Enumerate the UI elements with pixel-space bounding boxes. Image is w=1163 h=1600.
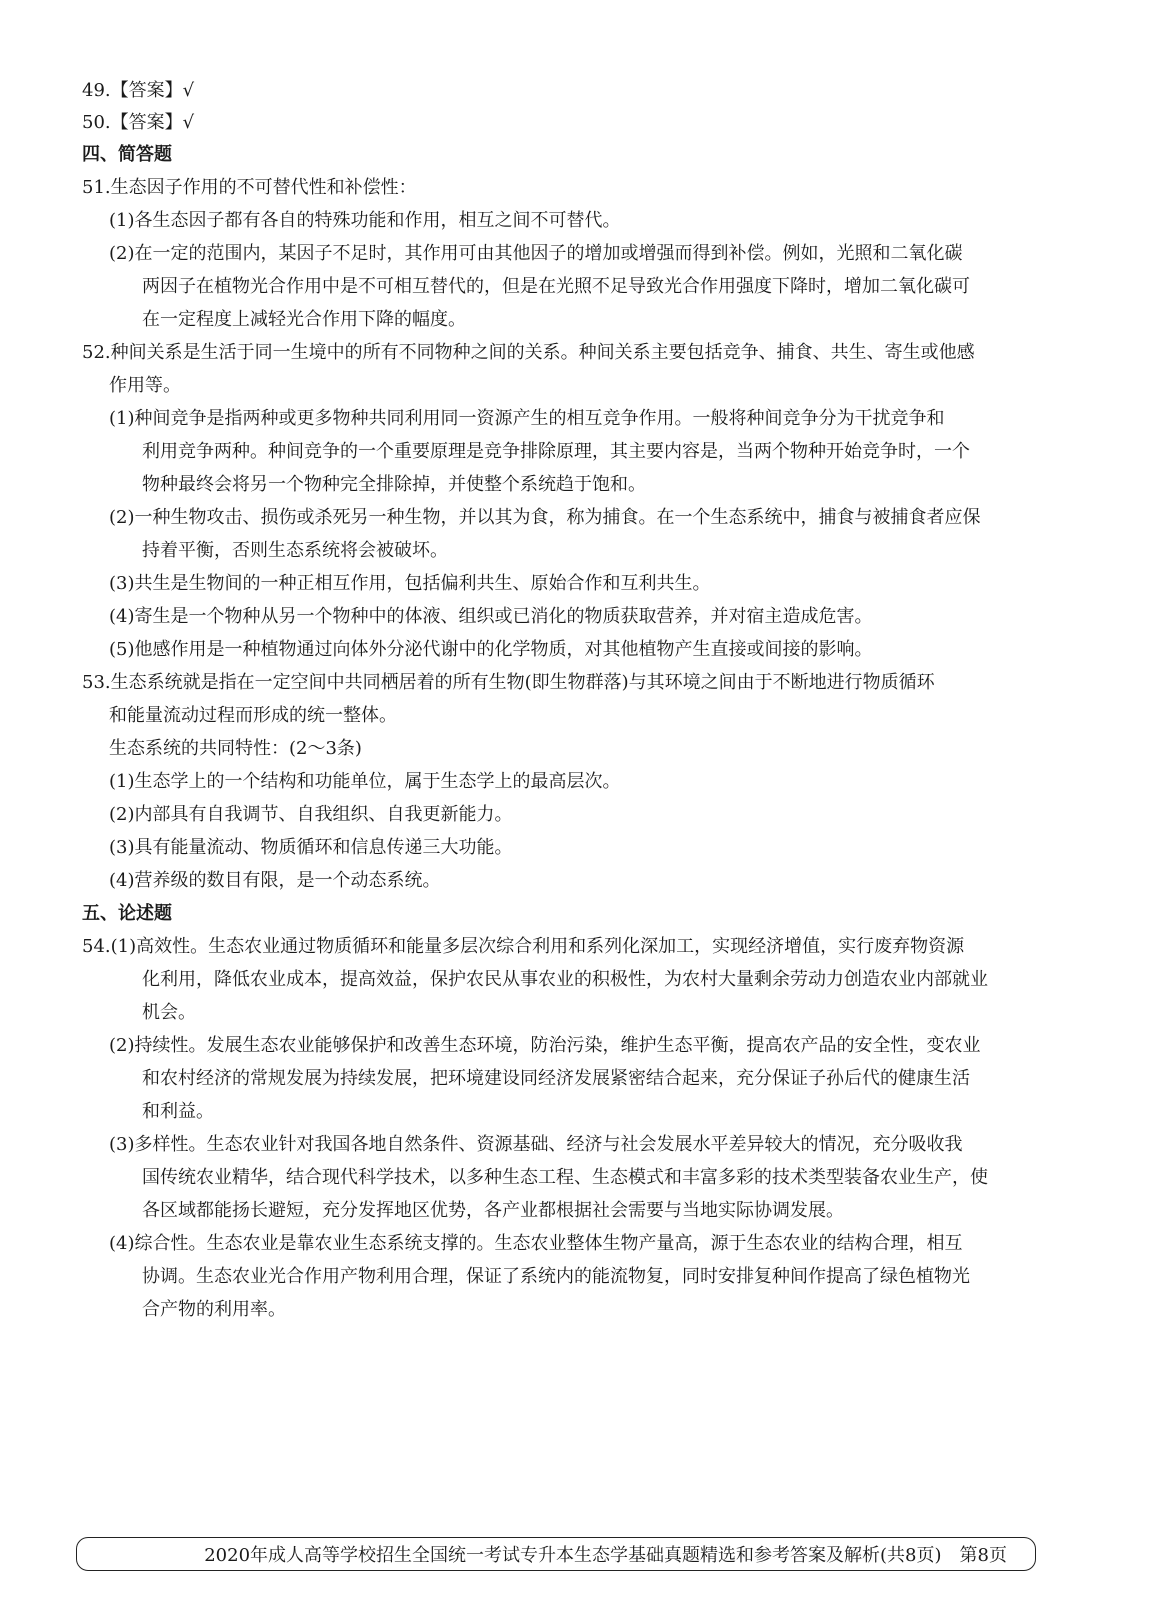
q53-point-2: (2)内部具有自我调节、自我组织、自我更新能力。	[109, 804, 513, 825]
q54-point-3-cont: 各区域都能扬长避短，充分发挥地区优势，各产业都根据社会需要与当地实际协调发展。	[142, 1200, 844, 1221]
q51-point-2-cont: 两因子在植物光合作用中是不可相互替代的，但是在光照不足导致光合作用强度下降时，增加二氧化碳可	[142, 276, 970, 297]
q54-point-4: (4)综合性。生态农业是靠农业生态系统支撑的。生态农业整体生物产量高，源于生态农业的结构合理，相互	[109, 1233, 963, 1254]
q52-point-2-cont: 持着平衡，否则生态系统将会被破坏。	[142, 540, 448, 561]
q52-point-1: (1)种间竞争是指两种或更多物种共同利用同一资源产生的相互竞争作用。一般将种间竞争分为干扰竞争和	[109, 408, 945, 429]
q54-point-2-cont: 和利益。	[142, 1101, 214, 1122]
q54-point-4-cont: 合产物的利用率。	[142, 1299, 286, 1320]
q53-point-3: (3)具有能量流动、物质循环和信息传递三大功能。	[109, 837, 513, 858]
q52-point-4: (4)寄生是一个物种从另一个物种中的体液、组织或已消化的物质获取营养，并对宿主造成危害。	[109, 606, 873, 627]
q54-point-1: 54.(1)高效性。生态农业通过物质循环和能量多层次综合利用和系列化深加工，实现经济增值，实行废弃物资源	[82, 936, 965, 957]
q52-point-2: (2)一种生物攻击、损伤或杀死另一种生物，并以其为食，称为捕食。在一个生态系统中，捕食与被捕食者应保	[109, 507, 981, 528]
question-53-heading: 53.生态系统就是指在一定空间中共同栖居着的所有生物(即生物群落)与其环境之间由于不断地进行物质循环	[82, 672, 935, 693]
q51-point-1: (1)各生态因子都有各自的特殊功能和作用，相互之间不可替代。	[109, 210, 621, 231]
q51-point-2-cont: 在一定程度上减轻光合作用下降的幅度。	[142, 309, 466, 330]
q52-heading-cont: 作用等。	[109, 375, 181, 396]
q54-point-3-cont: 国传统农业精华，结合现代科学技术，以多种生态工程、生态模式和丰富多彩的技术类型装备农业生产，使	[142, 1167, 988, 1188]
q54-point-1-cont: 机会。	[142, 1002, 196, 1023]
q53-point-4: (4)营养级的数目有限，是一个动态系统。	[109, 870, 441, 891]
q54-point-2: (2)持续性。发展生态农业能够保护和改善生态环境，防治污染，维护生态平衡，提高农产品的安全性，变农业	[109, 1035, 981, 1056]
q52-point-5: (5)他感作用是一种植物通过向体外分泌代谢中的化学物质，对其他植物产生直接或间接的影响。	[109, 639, 873, 660]
q53-subheading: 生态系统的共同特性：(2～3条)	[109, 738, 362, 759]
q54-point-4-cont: 协调。生态农业光合作用产物利用合理，保证了系统内的能流物复，同时安排复种间作提高了绿色植物光	[142, 1266, 970, 1287]
q51-point-2: (2)在一定的范围内，某因子不足时，其作用可由其他因子的增加或增强而得到补偿。例如，光照和二氧化碳	[109, 243, 963, 264]
q54-point-3: (3)多样性。生态农业针对我国各地自然条件、资源基础、经济与社会发展水平差异较大的情况，充分吸收我	[109, 1134, 963, 1155]
q52-point-1-cont: 物种最终会将另一个物种完全排除掉，并使整个系统趋于饱和。	[142, 474, 646, 495]
q52-point-1-cont: 利用竞争两种。种间竞争的一个重要原理是竞争排除原理，其主要内容是，当两个物种开始竞争时，一个	[142, 441, 970, 462]
q54-point-2-cont: 和农村经济的常规发展为持续发展，把环境建设同经济发展紧密结合起来，充分保证子孙后代的健康生活	[142, 1068, 970, 1089]
section-heading-short-answer: 四、简答题	[82, 144, 172, 165]
question-52-heading: 52.种间关系是生活于同一生境中的所有不同物种之间的关系。种间关系主要包括竞争、捕食、共生、寄生或他感	[82, 342, 975, 363]
page-footer	[76, 1537, 1036, 1571]
answer-49: 49.【答案】√	[82, 80, 195, 101]
q52-point-3: (3)共生是生物间的一种正相互作用，包括偏利共生、原始合作和互利共生。	[109, 573, 711, 594]
question-51-heading: 51.生态因子作用的不可替代性和补偿性：	[82, 177, 417, 198]
q54-point-1-cont: 化利用，降低农业成本，提高效益，保护农民从事农业的积极性，为农村大量剩余劳动力创造农业内部就业	[142, 969, 988, 990]
answer-50: 50.【答案】√	[82, 112, 195, 133]
footer-text: 2020年成人高等学校招生全国统一考试专升本生态学基础真题精选和参考答案及解析(共8页) 第8页	[204, 1545, 1007, 1566]
section-heading-essay: 五、论述题	[82, 903, 172, 924]
q53-heading-cont: 和能量流动过程而形成的统一整体。	[109, 705, 397, 726]
q53-point-1: (1)生态学上的一个结构和功能单位，属于生态学上的最高层次。	[109, 771, 621, 792]
